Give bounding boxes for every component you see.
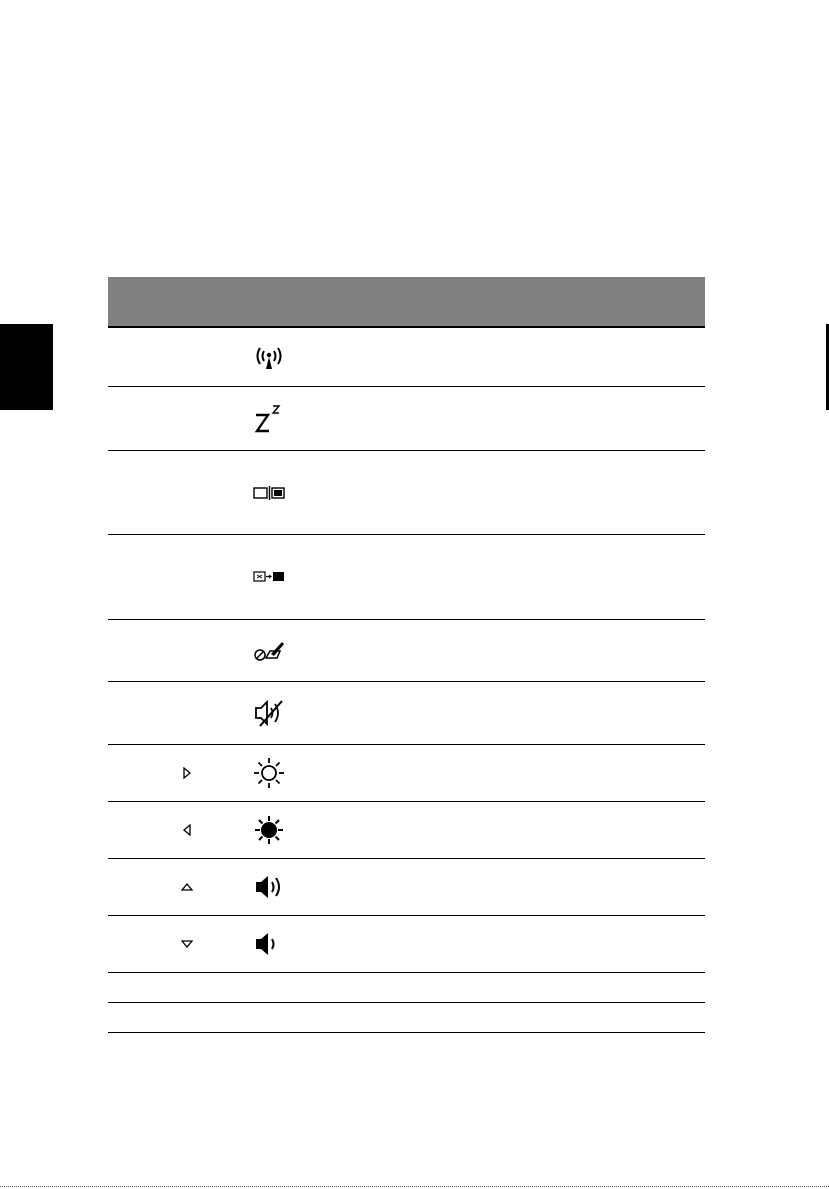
table-row [108, 535, 705, 620]
description-cell [308, 802, 705, 858]
speaker-mute-icon [246, 682, 292, 744]
description-cell [308, 745, 705, 801]
hotkey-cell [108, 859, 233, 915]
hotkey-cell [108, 1003, 233, 1032]
table-row [108, 802, 705, 859]
volume-up-icon [246, 859, 292, 915]
description-cell [308, 387, 705, 450]
hotkey-cell [108, 620, 233, 681]
page-bottom-edge [0, 1186, 829, 1187]
description-cell [308, 620, 705, 681]
table-header [108, 277, 705, 328]
description-cell [308, 916, 705, 972]
table-row [108, 682, 705, 745]
description-cell [308, 859, 705, 915]
table-row [108, 973, 705, 1003]
sleep-zz-icon [246, 387, 292, 450]
wireless-icon [246, 328, 292, 386]
table-row [108, 387, 705, 451]
table-row [108, 859, 705, 916]
arrow-right-icon [182, 767, 192, 779]
description-cell [308, 328, 705, 386]
volume-down-icon [246, 916, 292, 972]
hotkey-cell [108, 682, 233, 744]
hotkey-cell [108, 802, 233, 858]
hotkey-cell [108, 387, 233, 450]
table-row [108, 745, 705, 802]
chapter-tab [0, 324, 53, 410]
table-row [108, 328, 705, 387]
touchpad-toggle-icon [246, 620, 292, 681]
table-row [108, 620, 705, 682]
description-cell [308, 1003, 705, 1032]
arrow-down-icon [181, 939, 193, 949]
table-row [108, 1003, 705, 1033]
hotkey-cell [108, 745, 233, 801]
hotkey-cell [108, 973, 233, 1002]
hotkey-cell [108, 451, 233, 534]
description-cell [308, 451, 705, 534]
description-cell [308, 973, 705, 1002]
description-cell [308, 682, 705, 744]
hotkey-table [108, 277, 705, 1033]
hotkey-cell [108, 535, 233, 619]
screen-blank-icon [246, 535, 292, 619]
brightness-up-icon [246, 745, 292, 801]
table-row [108, 916, 705, 973]
display-toggle-icon [246, 451, 292, 534]
description-cell [308, 535, 705, 619]
arrow-up-icon [181, 882, 193, 892]
hotkey-cell [108, 916, 233, 972]
hotkey-cell [108, 328, 233, 386]
table-row [108, 451, 705, 535]
brightness-down-icon [246, 802, 292, 858]
arrow-left-icon [182, 824, 192, 836]
